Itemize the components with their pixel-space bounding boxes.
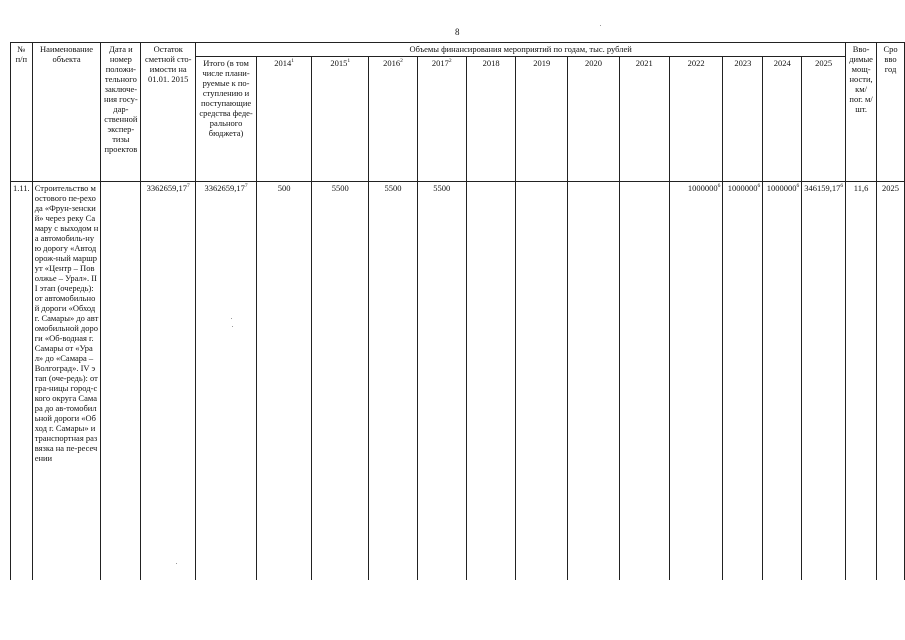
- page-number: 8: [455, 27, 460, 37]
- header-year: 2015$^1$: [312, 57, 369, 182]
- scan-speck: [600, 25, 601, 26]
- financing-table: [10, 42, 905, 580]
- header-total: Итого (в том числе плани-руемые к по-ступлению и поступающие средства феде-рального бюджета): [196, 57, 257, 182]
- year-value: [516, 182, 568, 580]
- deadline-value: 2025: [877, 182, 905, 580]
- header-year: 2021: [619, 57, 669, 182]
- header-year: 2018: [466, 57, 515, 182]
- header-year: 2019: [516, 57, 568, 182]
- year-value: 500: [256, 182, 311, 580]
- capacity-value: 11,6: [846, 182, 877, 580]
- year-value: 5500: [369, 182, 417, 580]
- year-value: [568, 182, 619, 580]
- header-year: 2016$^2$: [369, 57, 417, 182]
- header-year: 2024: [763, 57, 802, 182]
- header-year: 2023: [723, 57, 763, 182]
- table-row: [11, 182, 905, 580]
- year-value: [466, 182, 515, 580]
- year-value: 1000000$^6$: [669, 182, 723, 580]
- header-object-name: Наименование объекта: [32, 43, 101, 182]
- expertise-date: [101, 182, 141, 580]
- total-value: 3362659,17$^7$: [196, 182, 257, 580]
- header-balance: Остаток сметной сто-имости на 01.01. 2015: [141, 43, 196, 182]
- header-expertise-date: Дата и номер положи-тельного заключе-ния госу-дар-ственной экспер-тизы проектов: [101, 43, 141, 182]
- year-value: 346159,17$^6$: [802, 182, 846, 580]
- year-value: 1000000$^6$: [763, 182, 802, 580]
- balance-value: 3362659,17$^7$: [141, 182, 196, 580]
- header-year: 2020: [568, 57, 619, 182]
- row-number: 1.11.: [11, 182, 33, 580]
- header-year: 2025: [802, 57, 846, 182]
- header-year: 2017$^2$: [417, 57, 466, 182]
- year-value: 5500: [417, 182, 466, 580]
- year-value: 5500: [312, 182, 369, 580]
- header-funding-group: Объемы финансирования мероприятий по годам, тыс. рублей: [196, 43, 846, 57]
- header-number: № п/п: [11, 43, 33, 182]
- header-year: 2014$^1$: [256, 57, 311, 182]
- header-capacity: Вво-димые мощ-ности, км/ пог. м/шт.: [846, 43, 877, 182]
- year-value: 1000000$^6$: [723, 182, 763, 580]
- object-name: Строительство мостового пе-рехода «Фрун-зенский» через реку Самару с выходом на автомобиль-ную дорогу «Автодорож-ный маршрут «Центр – Поволжье – Урал». III этап (очередь): от автомобильной дороги «Обход г. Самары» до автомобильной дороги «Об-водная г. Самары от «Урал» до «Самара – Волгоград». IV этап (оче-редь): от гра-ницы город-ского округа Самара до ав-томобильной дороги «Обход г. Самары» и транспортная развязка на пе-ресечении: [32, 182, 101, 580]
- header-year: 2022: [669, 57, 723, 182]
- year-value: [619, 182, 669, 580]
- header-deadline: Сро вво год: [877, 43, 905, 182]
